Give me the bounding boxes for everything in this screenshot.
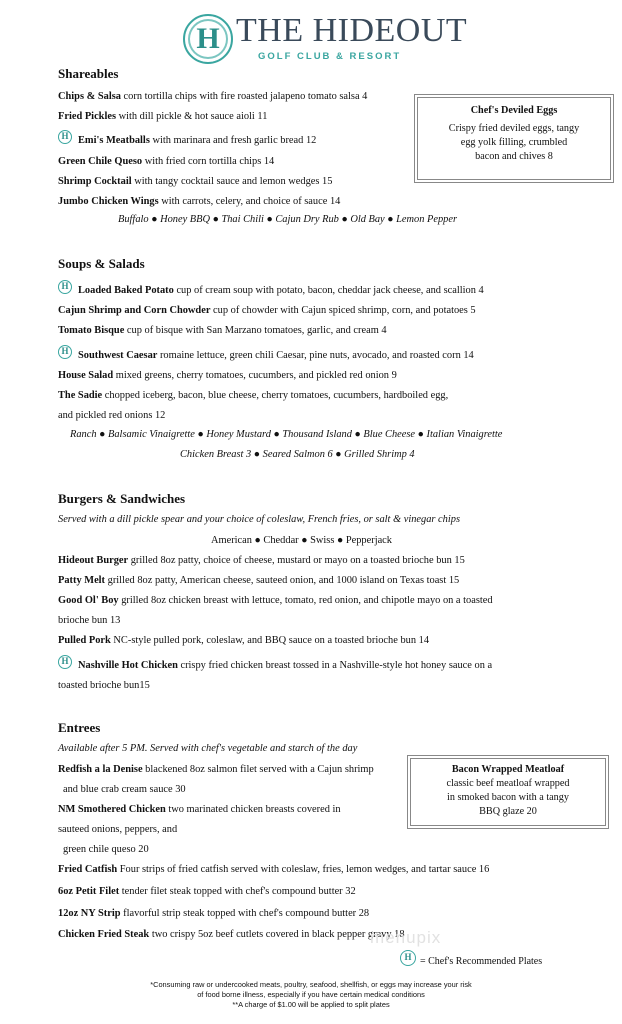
item-desc: tender filet steak topped with chef's compound butter 32	[119, 886, 356, 897]
menu-item-tomato-bisque	[58, 324, 387, 337]
special-line: Crispy fried deviled eggs, tangy	[448, 123, 580, 134]
menu-item-hideout-burger	[58, 554, 465, 567]
item-desc: grilled 8oz patty, choice of cheese, mustard or mayo on a toasted brioche bun 15	[128, 555, 465, 566]
item-desc: crispy fried chicken breast tossed in a Nashville-style hot honey sauce on a	[177, 660, 493, 671]
item-name: The Sadie	[58, 390, 103, 401]
dressing-options: Ranch ● Balsamic Vinaigrette ● Honey Mustard ● Thousand Island ● Blue Cheese ● Italian Vinaigrette	[70, 429, 503, 440]
item-name: Patty Melt	[58, 575, 106, 586]
item-name: Fried Catfish	[58, 864, 118, 875]
logo-letter: H	[196, 22, 220, 55]
item-name: Chips & Salsa	[58, 91, 121, 102]
restaurant-title: THE HIDEOUT	[236, 12, 468, 49]
menu-item-loaded-baked-potato	[78, 284, 484, 297]
menu-item-nm-cont2: green chile queso 20	[63, 844, 149, 855]
item-desc: mixed greens, cherry tomatoes, cucumbers, and pickled red onion 9	[113, 370, 397, 381]
section-shareables-heading: Shareables	[58, 66, 119, 81]
special-line: egg yolk filling, crumbled	[460, 137, 568, 148]
item-name: Nashville Hot Chicken	[78, 660, 178, 671]
item-name: 6oz Petit Filet	[58, 886, 120, 897]
legend-text: = Chef's Recommended Plates	[420, 956, 543, 967]
special-title: Chef's Deviled Eggs	[470, 105, 558, 116]
special-title: Bacon Wrapped Meatloaf	[451, 764, 565, 775]
item-desc: with tangy cocktail sauce and lemon wedges 15	[131, 176, 333, 187]
item-name: Good Ol' Boy	[58, 595, 119, 606]
menu-item-southwest-caesar	[78, 349, 474, 362]
item-desc: cup of bisque with San Marzano tomatoes, garlic, and cream 4	[124, 325, 387, 336]
item-desc: with marinara and fresh garlic bread 12	[149, 135, 317, 146]
item-name: Tomato Bisque	[58, 325, 125, 336]
item-name: Green Chile Queso	[58, 156, 143, 167]
menu-item-redfish	[58, 763, 374, 776]
recommended-icon: H	[58, 280, 72, 294]
section-entrees-heading: Entrees	[58, 720, 101, 735]
menu-item-ny-strip	[58, 907, 369, 920]
menu-item-green-chile-queso	[58, 155, 274, 168]
item-name: Pulled Pork	[58, 635, 111, 646]
menu-item-nm-cont1: sauteed onions, peppers, and	[58, 824, 178, 835]
item-name: Chicken Fried Steak	[58, 929, 150, 940]
item-desc: with dill pickle & hot sauce aioli 11	[116, 111, 268, 122]
menu-item-fried-pickles	[58, 110, 267, 123]
entrees-intro: Available after 5 PM. Served with chef's vegetable and starch of the day	[58, 743, 358, 754]
special-line: classic beef meatloaf wrapped	[446, 778, 570, 789]
item-name: NM Smothered Chicken	[58, 804, 166, 815]
menu-item-patty-melt	[58, 574, 459, 587]
item-desc: cup of chowder with Cajun spiced shrimp, corn, and potatoes 5	[210, 305, 476, 316]
menu-item-nashville-hot-chicken	[78, 659, 492, 672]
menu-item-good-ol-boy	[58, 594, 493, 607]
section-soups-heading: Soups & Salads	[58, 256, 145, 271]
salad-addons: Chicken Breast 3 ● Seared Salmon 6 ● Grilled Shrimp 4	[180, 449, 415, 460]
menu-item-the-sadie-cont: and pickled red onions 12	[58, 410, 166, 421]
item-name: Jumbo Chicken Wings	[58, 196, 159, 207]
cheese-options: American ● Cheddar ● Swiss ● Pepperjack	[211, 535, 392, 546]
item-name: Fried Pickles	[58, 111, 117, 122]
item-desc: NC-style pulled pork, coleslaw, and BBQ sauce on a toasted brioche bun 14	[110, 635, 430, 646]
item-name: 12oz NY Strip	[58, 908, 121, 919]
item-desc: grilled 8oz patty, American cheese, sauteed onion, and 1000 island on Texas toast 15	[105, 575, 460, 586]
footer-split-charge: **A charge of $1.00 will be applied to split plates	[232, 1000, 390, 1009]
menu-item-chicken-fried-steak	[58, 928, 405, 941]
item-desc: Four strips of fried catfish served with coleslaw, fries, lemon wedges, and tartar sauce 16	[117, 864, 490, 875]
item-name: House Salad	[58, 370, 114, 381]
recommended-icon: H	[58, 345, 72, 359]
item-desc: two marinated chicken breasts covered in	[165, 804, 341, 815]
restaurant-subtitle: GOLF CLUB & RESORT	[258, 51, 402, 62]
menu-item-petit-filet	[58, 885, 356, 898]
menu-item-chicken-wings	[58, 195, 340, 208]
item-desc: grilled 8oz chicken breast with lettuce, tomato, red onion, and chipotle mayo on a toasted	[118, 595, 493, 606]
recommended-icon: H	[400, 950, 416, 966]
item-desc: with fried corn tortilla chips 14	[142, 156, 275, 167]
menu-item-meatballs	[78, 134, 316, 147]
special-box-meatloaf	[410, 758, 606, 826]
logo-badge	[183, 14, 233, 64]
recommended-icon: H	[58, 655, 72, 669]
item-desc: two crispy 5oz beef cutlets covered in black pepper gravy 18	[149, 929, 405, 940]
special-line: in smoked bacon with a tangy	[447, 792, 569, 803]
menu-item-nashville-cont: toasted brioche bun15	[58, 680, 150, 691]
menu-item-shrimp-cocktail	[58, 175, 332, 188]
item-desc: flavorful strip steak topped with chef's compound butter 28	[120, 908, 370, 919]
menu-item-chips-salsa	[58, 90, 367, 103]
item-name: Southwest Caesar	[78, 350, 158, 361]
item-desc: corn tortilla chips with fire roasted jalapeno tomato salsa 4	[120, 91, 368, 102]
item-desc: blackened 8oz salmon filet served with a Cajun shrimp	[142, 764, 374, 775]
special-box-deviled-eggs	[417, 97, 611, 180]
menu-item-the-sadie	[58, 389, 448, 402]
item-desc: chopped iceberg, bacon, blue cheese, cherry tomatoes, cucumbers, hardboiled egg,	[102, 390, 449, 401]
footer-disclaimer-1: *Consuming raw or undercooked meats, poultry, seafood, shellfish, or eggs may increase your risk	[150, 980, 472, 989]
footer-disclaimer-2: of food borne illness, especially if you have certain medical conditions	[197, 990, 425, 999]
menu-item-pulled-pork	[58, 634, 429, 647]
menu-item-fried-catfish	[58, 863, 489, 876]
special-line: BBQ glaze 20	[479, 806, 537, 817]
recommended-icon: H	[58, 130, 72, 144]
menu-item-nm-smothered-chicken	[58, 803, 341, 816]
watermark: menupix	[370, 928, 442, 947]
item-name: Loaded Baked Potato	[78, 285, 174, 296]
sauce-options: Buffalo ● Honey BBQ ● Thai Chili ● Cajun Dry Rub ● Old Bay ● Lemon Pepper	[118, 214, 458, 225]
item-name: Shrimp Cocktail	[58, 176, 132, 187]
item-desc: cup of cream soup with potato, bacon, cheddar jack cheese, and scallion 4	[173, 285, 484, 296]
menu-item-good-ol-boy-cont: brioche bun 13	[58, 615, 121, 626]
menu-item-redfish-cont: and blue crab cream sauce 30	[63, 784, 186, 795]
item-name: Emi's Meatballs	[78, 135, 150, 146]
item-desc: romaine lettuce, green chili Caesar, pine nuts, avocado, and roasted corn 14	[157, 350, 474, 361]
item-desc: with carrots, celery, and choice of sauce 14	[158, 196, 341, 207]
item-name: Hideout Burger	[58, 555, 129, 566]
item-name: Redfish a la Denise	[58, 764, 143, 775]
menu-item-house-salad	[58, 369, 397, 382]
burgers-intro: Served with a dill pickle spear and your choice of coleslaw, French fries, or salt & vinegar chips	[58, 514, 460, 525]
special-line: bacon and chives 8	[475, 151, 553, 162]
item-name: Cajun Shrimp and Corn Chowder	[58, 305, 211, 316]
menu-item-cajun-chowder	[58, 304, 476, 317]
section-burgers-heading: Burgers & Sandwiches	[58, 491, 186, 506]
